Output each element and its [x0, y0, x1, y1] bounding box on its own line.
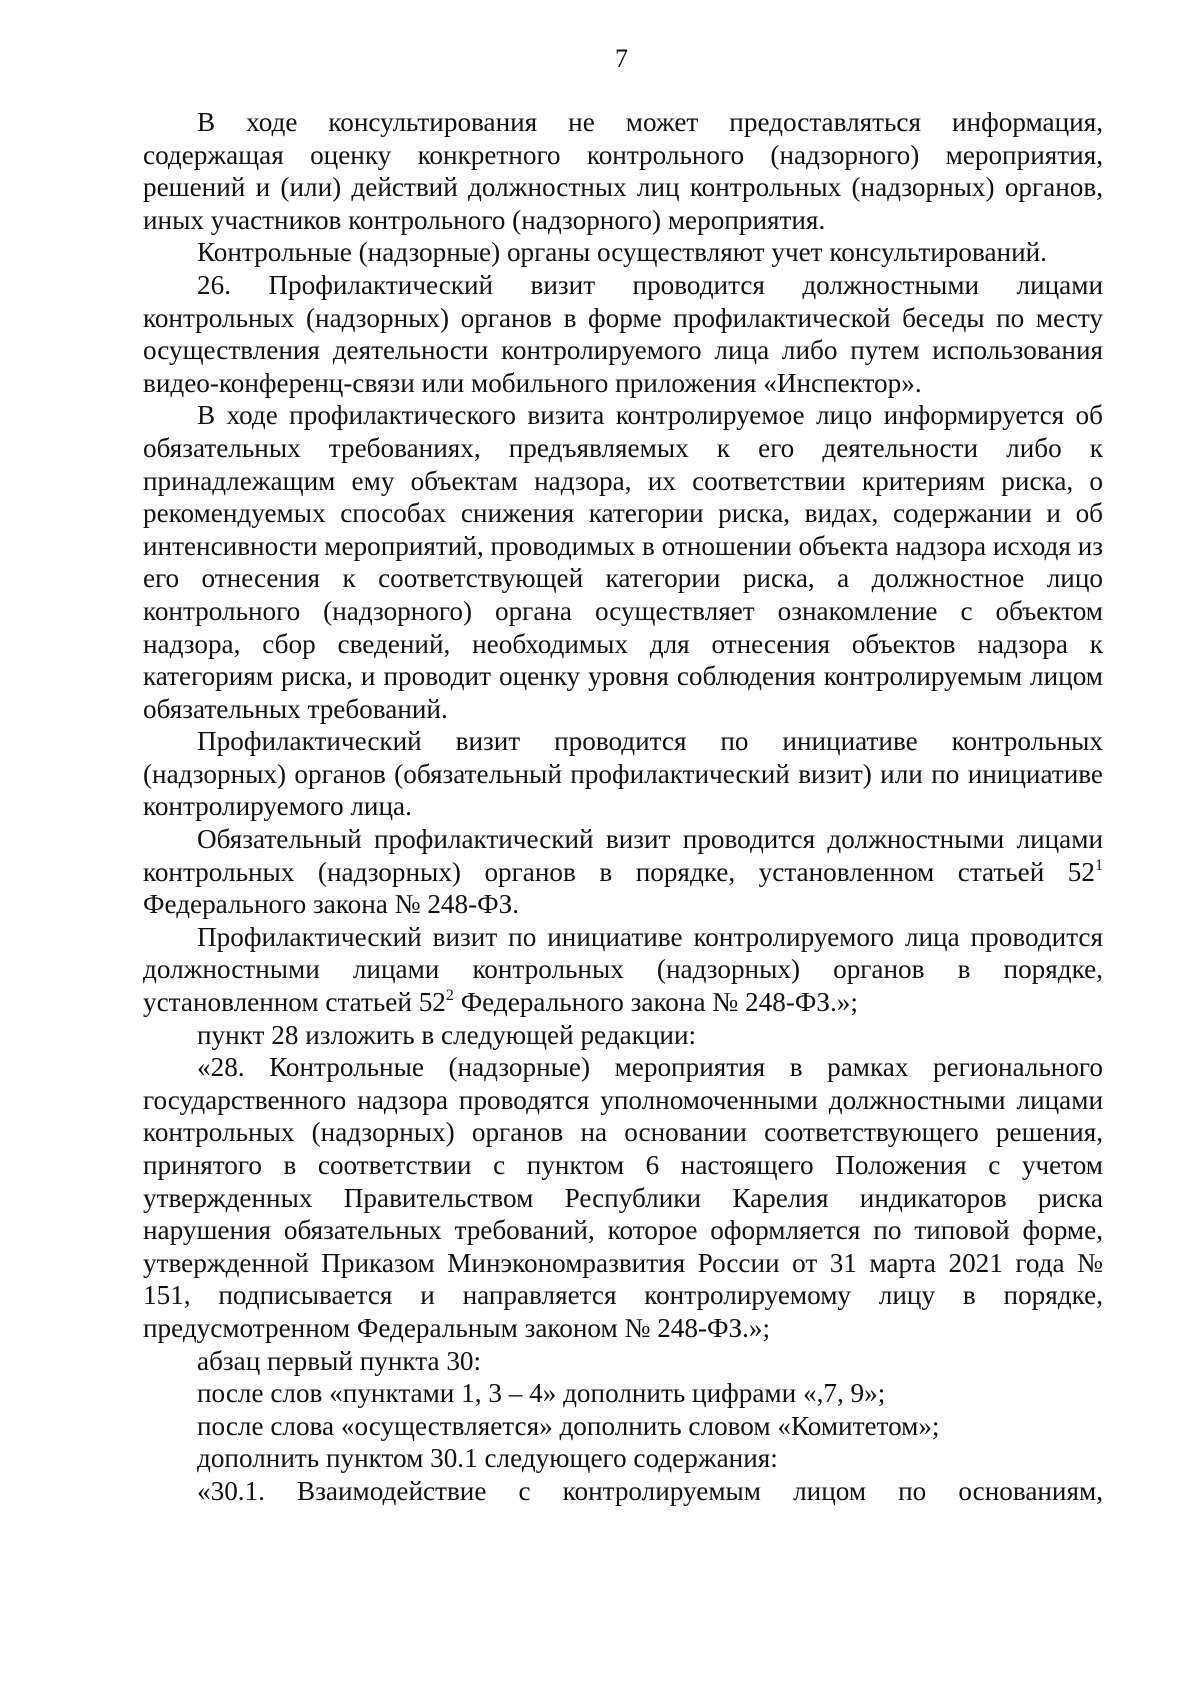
paragraph-consultation-records: Контрольные (надзорные) органы осуществляют учет консультирований.	[197, 237, 1047, 268]
paragraph-item-30-amend-1: после слов «пунктами 1, 3 – 4» дополнить цифрами «,7, 9»;	[197, 1378, 886, 1409]
article-superscript-1: 1	[1095, 856, 1103, 874]
page-number: 7	[615, 44, 628, 73]
paragraph-initiative-visit-tail: Федерального закона № 248-ФЗ.»;	[453, 987, 858, 1018]
paragraph-item-28-intro: пункт 28 изложить в следующей редакции:	[197, 1019, 697, 1050]
article-superscript-2: 2	[445, 987, 454, 1005]
document-body	[143, 106, 1103, 1508]
paragraph-mandatory-visit	[143, 823, 1103, 921]
paragraph-visit-content: В ходе профилактического визита контролируемое лицо информируется об обязательных требованиях, предъявляемых к его деятельности либо к принадлежащим ему объектам надзора, их соответствии критериям риска, о рекомендуемых способах снижения категории риска, видах, содержании и об интенсивности мероприятий, проводимых в отношении объекта надзора исходя из его отнесения к соответствующей категории риска, а должностное лицо контрольного (надзорного) органа осуществляет ознакомление с объектом надзора, сбор сведений, необходимых для отнесения объектов надзора к категориям риска, и проводит оценку уровня соблюдения контролируемым лицом обязательных требований.	[143, 400, 1103, 724]
paragraph-mandatory-visit-tail: Федерального закона № 248-ФЗ.	[143, 889, 520, 920]
paragraph-visit-initiative: Профилактический визит проводится по инициативе контрольных (надзорных) органов (обязательный профилактический визит) или по инициативе контролируемого лица.	[143, 726, 1103, 822]
paragraph-item-30-1-intro: дополнить пунктом 30.1 следующего содержания:	[197, 1443, 778, 1474]
paragraph-consultation-limits: В ходе консультирования не может предоставляться информация, содержащая оценку конкретного контрольного (надзорного) мероприятия, решений и (или) действий должностных лиц контрольных (надзорных) органов, иных участников контрольного (надзорного) мероприятия.	[143, 107, 1103, 235]
paragraph-item-28: «28. Контрольные (надзорные) мероприятия в рамках регионального государственного надзора проводятся уполномоченными должностными лицами контрольных (надзорных) органов на основании соответствующего решения, принятого в соответствии с пунктом 6 настоящего Положения с учетом утвержденных Правительством Республики Карелия индикаторов риска нарушения обязательных требований, которое оформляется по типовой форме, утвержденной Приказом Минэкономразвития России от 31 марта 2021 года № 151, подписывается и направляется контролируемому лицу в порядке, предусмотренном Федеральным законом № 248-ФЗ.»;	[143, 1052, 1103, 1343]
paragraph-mandatory-visit-text: Обязательный профилактический визит проводится должностными лицами контрольных (надзорных) органов в порядке, установленном статьей 52	[143, 824, 1103, 887]
paragraph-initiative-visit	[143, 921, 1103, 1019]
paragraph-initiative-visit-text: Профилактический визит по инициативе контролируемого лица проводится должностными лицами контрольных (надзорных) органов в порядке, установленном статьей 52	[143, 921, 1103, 1018]
paragraph-item-26: 26. Профилактический визит проводится должностными лицами контрольных (надзорных) органов в форме профилактической беседы по месту осуществления деятельности контролируемого лица либо путем использования видео-конференц-связи или мобильного приложения «Инспектор».	[143, 269, 1103, 398]
paragraph-item-30-1: «30.1. Взаимодействие с контролируемым лицом по основаниям,	[197, 1475, 1103, 1506]
paragraph-item-30-amend-2: после слова «осуществляется» дополнить словом «Комитетом»;	[197, 1410, 940, 1441]
paragraph-item-30-intro: абзац первый пункта 30:	[197, 1345, 482, 1376]
